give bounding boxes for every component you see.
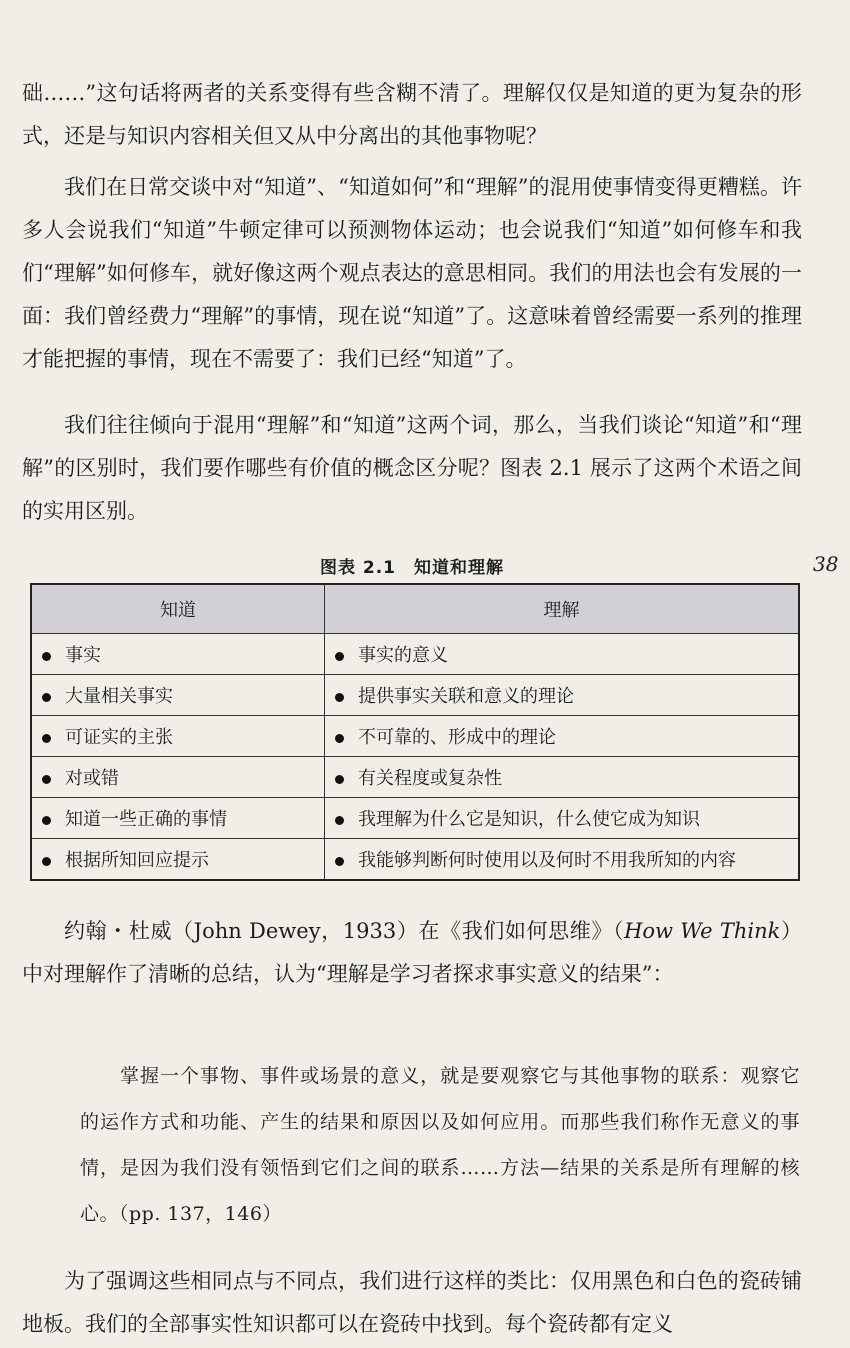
bullet-icon [335,816,344,825]
cell-text: 我能够判断何时使用以及何时不用我所知的内容 [358,850,736,871]
table-cell [325,839,800,881]
bullet-icon [335,652,344,661]
table-cell [325,757,800,798]
table-cell [31,757,325,798]
table-cell [325,675,800,716]
paragraph-5: 为了强调这些相同点与不同点，我们进行这样的类比：仅用黑色和白色的瓷砖铺地板。我们的全部事实性知识都可以在瓷砖中找到。每个瓷砖都有定义 [22,1269,802,1336]
cell-text: 事实 [65,645,101,666]
table-cell [325,634,800,675]
block-quote: 掌握一个事物、事件或场景的意义，就是要观察它与其他事物的联系：观察它的运作方式和功能、产生的结果和原因以及如何应用。而那些我们称作无意义的事情，是因为我们没有领悟到它们之间的联系……方法—结果的关系是所有理解的核心。（pp. 137，146） [80,1065,800,1225]
page-number: 38 [813,552,839,576]
header-understanding: 理解 [325,584,800,634]
table-row [31,675,799,716]
bullet-icon [42,652,51,661]
paragraph-4 [22,910,802,996]
table-cell [31,798,325,839]
cell-text: 根据所知回应提示 [65,850,209,871]
table-caption: 图表 2.1 知道和理解 [319,558,505,578]
paragraph-4-part-2: ）中对理解作了清晰的总结，认为“理解是学习者探求事实意义的结果”： [22,919,803,986]
cell-text: 我理解为什么它是知识，什么使它成为知识 [358,809,700,830]
cell-text: 有关程度或复杂性 [358,768,502,789]
paragraph-4-part-1: 约翰・杜威（John Dewey，1933）在《我们如何思维》（ [64,919,625,943]
cell-text: 知道一些正确的事情 [65,809,227,830]
bullet-icon [335,734,344,743]
table-cell [31,716,325,757]
table-cell [325,798,800,839]
bullet-icon [42,693,51,702]
paragraph-2: 我们在日常交谈中对“知道”、“知道如何”和“理解”的混用使事情变得更糟糕。许多人会说我们“知道”牛顿定律可以预测物体运动；也会说我们“知道”如何修车和我们“理解”如何修车，就好像这两个观点表达的意思相同。我们的用法也会有发展的一面：我们曾经费力“理解”的事情，现在说“知道”了。这意味着曾经需要一系列的推理才能把握的事情，现在不需要了：我们已经“知道”了。 [22,175,802,371]
cell-text: 大量相关事实 [65,686,173,707]
cell-text: 对或错 [65,768,119,789]
knowing-vs-understanding-table [30,583,800,881]
header-knowing: 知道 [31,584,325,634]
table-row [31,839,799,881]
table-cell [325,716,800,757]
cell-text: 不可靠的、形成中的理论 [358,727,556,748]
table-row [31,634,799,675]
cell-text: 提供事实关联和意义的理论 [358,686,574,707]
bullet-icon [42,816,51,825]
table-cell [31,839,325,881]
table-row [31,716,799,757]
table-cell [31,634,325,675]
bullet-icon [335,693,344,702]
table-row [31,757,799,798]
book-title-english: How We Think [624,919,781,943]
table-header-row [31,584,799,634]
bullet-icon [42,775,51,784]
table-row [31,798,799,839]
cell-text: 事实的意义 [358,645,448,666]
cell-text: 可证实的主张 [65,727,173,748]
bullet-icon [335,857,344,866]
paragraph-3: 我们往往倾向于混用“理解”和“知道”这两个词，那么，当我们谈论“知道”和“理解”的区别时，我们要作哪些有价值的概念区分呢？图表 2.1 展示了这两个术语之间的实用区别。 [22,413,802,523]
bullet-icon [42,734,51,743]
bullet-icon [335,775,344,784]
bullet-icon [42,857,51,866]
table-cell [31,675,325,716]
paragraph-1: 础……”这句话将两者的关系变得有些含糊不清了。理解仅仅是知道的更为复杂的形式，还是与知识内容相关但又从中分离出的其他事物呢？ [22,81,802,148]
